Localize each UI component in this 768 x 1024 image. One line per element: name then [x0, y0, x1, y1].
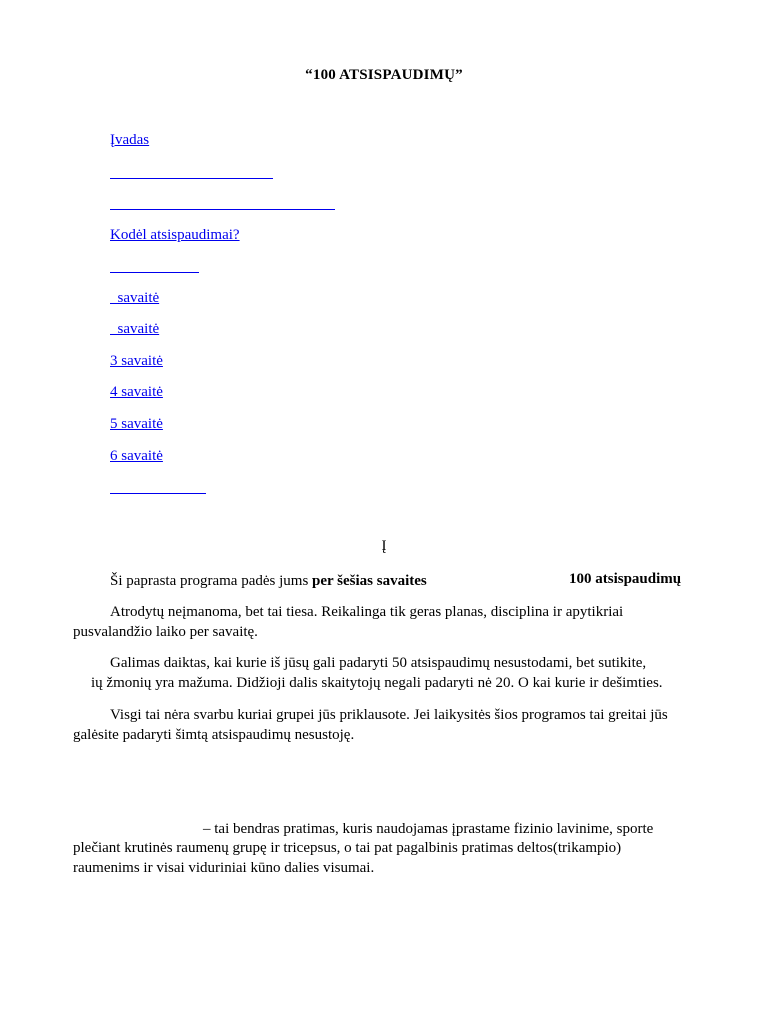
toc-link-week-6[interactable]: 6 savaitė — [110, 448, 163, 464]
toc-link-week-1[interactable]: savaitė — [110, 290, 160, 306]
toc-link-blank-4[interactable] — [110, 493, 206, 494]
toc-link-week-2[interactable]: savaitė — [110, 321, 160, 337]
toc-link-ivadas[interactable]: Įvadas — [110, 132, 150, 148]
section-heading: Į — [381, 538, 387, 554]
intro-paragraph-3-line-1: Galimas daiktas, kai kurie iš jūsų gali padaryti 50 atsispaudimų nesustodami, bet sutikite, — [110, 655, 647, 671]
definition-line-2: plečiant krutinės raumenų grupę ir tricepsus, o tai pat pagalbinis pratimas deltos(trikampio) — [73, 840, 622, 856]
intro-paragraph-2-text: Atrodytų neįmanoma, bet tai tiesa. Reikalinga tik geras planas, disciplina ir apytikriai pusvalandžio laiko per savaitę. — [73, 604, 624, 640]
intro-text: Ši paprasta programa padės jums — [110, 573, 313, 589]
intro-bold-duration: per šešias savaites — [312, 573, 427, 589]
intro-paragraph-2 — [73, 602, 688, 642]
intro-paragraph-4-text: Visgi tai nėra svarbu kuriai grupei jūs priklausote. Jei laikysitės šios programos tai greitai jūs galėsite padaryti šimtą atsispaudimų nesustoję. — [73, 707, 668, 743]
intro-bold-goal: 100 atsispaudimų — [569, 571, 682, 587]
toc-link-blank-2[interactable] — [110, 209, 335, 210]
intro-paragraph-3-continued — [91, 673, 701, 693]
document-title: “100 ATSISPAUDIMŲ” — [305, 67, 463, 83]
toc-link-blank-1[interactable] — [110, 178, 273, 179]
definition-line-1: – tai bendras pratimas, kuris naudojamas įprastame fizinio lavinime, sporte — [203, 821, 654, 837]
intro-paragraph-3 — [73, 653, 688, 673]
toc-link-week-4[interactable]: 4 savaitė — [110, 384, 163, 400]
toc-link-blank-3[interactable] — [110, 272, 199, 273]
definition-line-3: raumenims ir visai viduriniai kūno dalies visumai. — [73, 860, 375, 876]
intro-paragraph-4 — [73, 705, 688, 745]
toc-link-week-5[interactable]: 5 savaitė — [110, 416, 163, 432]
toc-link-week-3[interactable]: 3 savaitė — [110, 353, 163, 369]
toc-link-kodel[interactable]: Kodėl atsispaudimai? — [110, 227, 240, 243]
intro-paragraph-3-line-2: ių žmonių yra mažuma. Didžioji dalis skaitytojų negali padaryti nė 20. O kai kurie ir dešimties. — [91, 675, 663, 691]
